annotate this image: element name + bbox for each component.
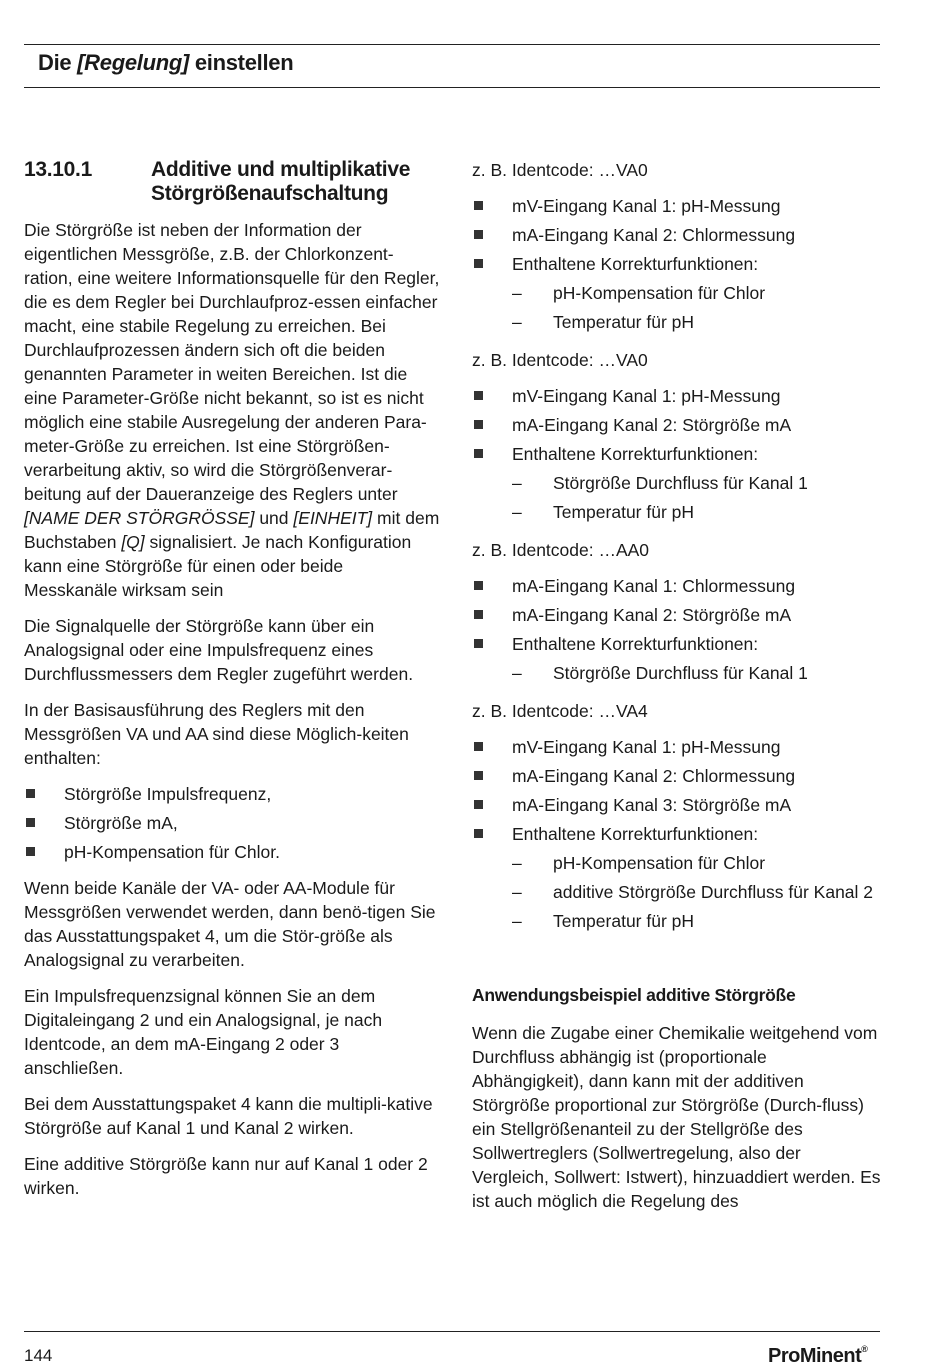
list-item: mV-Eingang Kanal 1: pH-Messung bbox=[472, 194, 882, 218]
square-bullet-icon bbox=[474, 581, 483, 590]
prominent-logo: ProMinent® bbox=[768, 1344, 868, 1367]
paragraph-pulse-signal: Ein Impulsfrequenzsignal können Sie an dem Digitaleingang 2 und ein Analogsignal, je nach Identcode, an dem mA-Eingang 2 oder 3 anschließen. bbox=[24, 986, 383, 1078]
section-title: Additive und multiplikative Störgrößenaufschaltung bbox=[151, 158, 411, 205]
identcode-group bbox=[472, 348, 882, 524]
square-bullet-icon bbox=[26, 818, 35, 827]
square-bullet-icon bbox=[474, 259, 483, 268]
square-bullet-icon bbox=[474, 201, 483, 210]
list-item: Enthaltene Korrekturfunktionen: – Störgröße Durchfluss für Kanal 1 – Temperatur für pH bbox=[472, 442, 882, 524]
square-bullet-icon bbox=[474, 230, 483, 239]
list-item: mV-Eingang Kanal 1: pH-Messung bbox=[472, 735, 882, 759]
paragraph-equipment-package: Wenn beide Kanäle der VA- oder AA-Module für Messgrößen verwendet werden, dann benö-tigen Sie das Ausstattungspaket 4, um die Stör-größe als Analogsignal zu verarbeiten. bbox=[24, 878, 436, 970]
page-number: 144 bbox=[24, 1346, 53, 1365]
identcode-label: z. B. Identcode: …VA4 bbox=[472, 701, 648, 721]
list-item: Störgröße mA, bbox=[24, 811, 440, 835]
identcode-label: z. B. Identcode: …VA0 bbox=[472, 350, 648, 370]
paragraph-multiplicative: Bei dem Ausstattungspaket 4 kann die multipli-kative Störgröße auf Kanal 1 und Kanal 2 wirken. bbox=[24, 1094, 433, 1138]
sub-list-item: – pH-Kompensation für Chlor bbox=[512, 283, 766, 303]
sub-list-item: – Temperatur für pH bbox=[512, 312, 695, 332]
list-item: mA-Eingang Kanal 1: Chlormessung bbox=[472, 574, 882, 598]
header-rule-top bbox=[24, 44, 880, 45]
square-bullet-icon bbox=[26, 789, 35, 798]
paragraph-additive: Eine additive Störgröße kann nur auf Kanal 1 oder 2 wirken. bbox=[24, 1154, 428, 1198]
identcode-label: z. B. Identcode: …AA0 bbox=[472, 540, 650, 560]
paragraph-intro: Die Störgröße ist neben der Information der eigentlichen Messgröße, z.B. der Chlorkonzent-ration, eine weitere Informationsquelle für den Regler, die es dem Regler bei Durchlaufproz-essen einfacher macht, eine stabile Regelung zu erreichen. Bei Durchlaufprozessen ändern sich oft die beiden genannten Parameter in weiten Bereichen. Ist die eine Parameter-Größe nicht bekannt, so ist es nicht möglich eine stabile Ausregelung der anderen Para-meter-Größe zu erreichen. Ist eine Störgrößen-verarbeitung aktiv, so wird die Störgrößenverar-beitung auf der Daueranzeige des Reglers unter [NAME DER STÖRGRÖSSE] und [EINHEIT] mit dem Buchstaben [Q] signalisiert. Je nach Konfiguration kann eine Störgröße für einen oder beide Messkanäle wirksam sein bbox=[24, 220, 440, 600]
list-item: mA-Eingang Kanal 2: Störgröße mA bbox=[472, 603, 882, 627]
paragraph-basic-version: In der Basisausführung des Reglers mit den Messgrößen VA und AA sind diese Möglich-keiten enthalten: bbox=[24, 700, 409, 768]
section-heading bbox=[24, 158, 440, 206]
sub-list-item: – Störgröße Durchfluss für Kanal 1 bbox=[512, 473, 808, 493]
header-rule-bottom bbox=[24, 87, 880, 88]
list-item: mA-Eingang Kanal 3: Störgröße mA bbox=[472, 793, 882, 817]
list-item: mV-Eingang Kanal 1: pH-Messung bbox=[472, 384, 882, 408]
sub-list-item: – Temperatur für pH bbox=[512, 502, 695, 522]
identcode-group bbox=[472, 699, 882, 933]
left-column bbox=[24, 158, 440, 1212]
list-item: mA-Eingang Kanal 2: Chlormessung bbox=[472, 764, 882, 788]
example-subheading: Anwendungsbeispiel additive Störgröße bbox=[472, 985, 796, 1005]
sub-list-item: – Temperatur für pH bbox=[512, 911, 695, 931]
identcode-group bbox=[472, 158, 882, 334]
sub-list-item: – pH-Kompensation für Chlor bbox=[512, 853, 766, 873]
right-column bbox=[472, 158, 882, 1225]
paragraph-signal-source: Die Signalquelle der Störgröße kann über ein Analogsignal oder eine Impulsfrequenz eines Durchflussmessers dem Regler zugeführt werden. bbox=[24, 616, 414, 684]
square-bullet-icon bbox=[474, 449, 483, 458]
square-bullet-icon bbox=[474, 610, 483, 619]
square-bullet-icon bbox=[474, 771, 483, 780]
list-item: pH-Kompensation für Chlor. bbox=[24, 840, 440, 864]
section-number: 13.10.1 bbox=[24, 158, 92, 181]
paragraph-example: Wenn die Zugabe einer Chemikalie weitgehend vom Durchfluss abhängig ist (proportionale Abhängigkeit), dann kann mit der additiven Störgröße proportional zur Störgröße (Durch-fluss) ein Stellgrößenanteil zu der Stellgröße des Sollwertreglers (Sollwertregelung, also der Vergleich, Sollwert: Istwert), hinzuaddiert werden. Es ist auch möglich die Regelung des bbox=[472, 1023, 881, 1211]
identcode-group bbox=[472, 538, 882, 685]
list-item: mA-Eingang Kanal 2: Chlormessung bbox=[472, 223, 882, 247]
list-item: Enthaltene Korrekturfunktionen: – Störgröße Durchfluss für Kanal 1 bbox=[472, 632, 882, 685]
list-item: mA-Eingang Kanal 2: Störgröße mA bbox=[472, 413, 882, 437]
list-item: Enthaltene Korrekturfunktionen: – pH-Kompensation für Chlor – additive Störgröße Durchfluss für Kanal 2 – Temperatur für pH bbox=[472, 822, 882, 933]
list-item: Enthaltene Korrekturfunktionen: – pH-Kompensation für Chlor – Temperatur für pH bbox=[472, 252, 882, 334]
list-item: Störgröße Impulsfrequenz, bbox=[24, 782, 440, 806]
square-bullet-icon bbox=[474, 742, 483, 751]
sub-list-item: – additive Störgröße Durchfluss für Kanal 2 bbox=[512, 882, 874, 902]
sub-list-item: – Störgröße Durchfluss für Kanal 1 bbox=[512, 663, 808, 683]
square-bullet-icon bbox=[26, 847, 35, 856]
square-bullet-icon bbox=[474, 800, 483, 809]
options-list bbox=[24, 782, 440, 864]
page-header-title: Die [Regelung] einstellen bbox=[38, 50, 294, 75]
square-bullet-icon bbox=[474, 391, 483, 400]
square-bullet-icon bbox=[474, 829, 483, 838]
square-bullet-icon bbox=[474, 420, 483, 429]
identcode-label: z. B. Identcode: …VA0 bbox=[472, 160, 648, 180]
square-bullet-icon bbox=[474, 639, 483, 648]
footer-rule bbox=[24, 1331, 880, 1332]
